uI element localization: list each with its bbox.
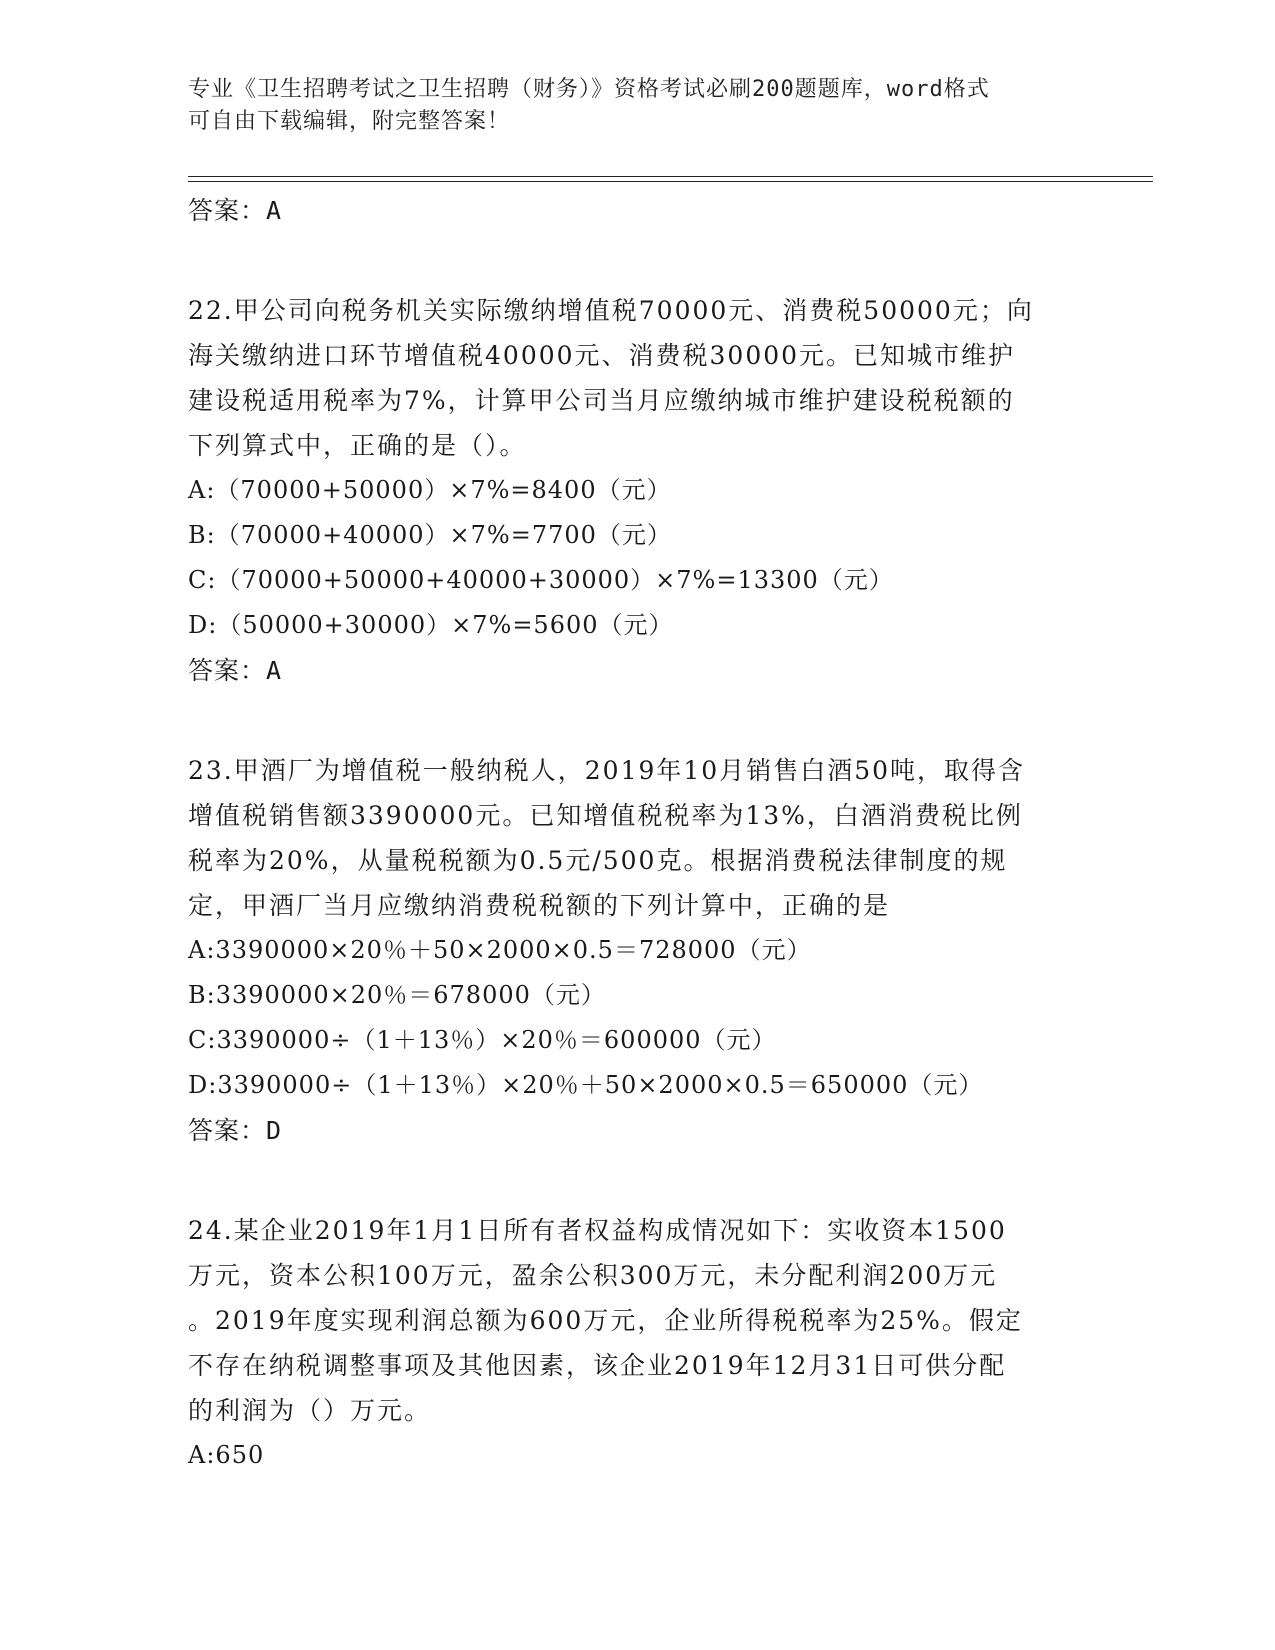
question-text-line: 下列算式中，正确的是（）。: [188, 431, 527, 460]
question-text-line: 增值税销售额3390000元。已知增值税税率为13%，白酒消费税比例: [188, 801, 1023, 830]
option-a: A:3390000×20％＋50×2000×0.5＝728000（元）: [188, 936, 812, 964]
question-text-line: 建设税适用税率为7%，计算甲公司当月应缴纳城市维护建设税税额的: [188, 386, 1015, 415]
question-text-line: 税率为20%，从量税税额为0.5元/500克。根据消费税法律制度的规: [188, 846, 1008, 875]
header-rule-top: [188, 176, 1153, 177]
option-a: A:650: [188, 1441, 265, 1469]
question-text-line: 定，甲酒厂当月应缴纳消费税税额的下列计算中，正确的是: [188, 891, 891, 920]
page-header: [188, 74, 1088, 138]
question-text-line: 。2019年度实现利润总额为600万元，企业所得税税率为25%。假定: [188, 1306, 1023, 1335]
question-23: [188, 748, 1088, 1154]
header-line-1: 专业《卫生招聘考试之卫生招聘（财务）》资格考试必刷200题题库，word格式: [188, 77, 990, 102]
question-text-line: 海关缴纳进口环节增值税40000元、消费税30000元。已知城市维护: [188, 341, 1016, 370]
question-text-line: 万元，资本公积100万元，盈余公积300万元，未分配利润200万元: [188, 1261, 998, 1290]
question-text-line: 的利润为（）万元。: [188, 1396, 432, 1425]
question-24: [188, 1208, 1088, 1478]
question-text-line: 22.甲公司向税务机关实际缴纳增值税70000元、消费税50000元；向: [188, 296, 1034, 325]
question-text-line: 24.某企业2019年1月1日所有者权益构成情况如下：实收资本1500: [188, 1216, 1007, 1245]
question-text-line: 不存在纳税调整事项及其他因素，该企业2019年12月31日可供分配: [188, 1351, 1007, 1380]
header-rule-bottom: [188, 181, 1153, 182]
option-b: B:（70000+40000）×7%=7700（元）: [188, 521, 672, 549]
header-line-2: 可自由下载编辑，附完整答案！: [188, 109, 511, 134]
answer-22: 答案：A: [188, 656, 283, 685]
question-22: [188, 288, 1088, 694]
option-d: D:3390000÷（1＋13％）×20％＋50×2000×0.5＝650000（元）: [188, 1071, 984, 1099]
answer-previous: 答案：A: [188, 196, 283, 225]
document-body: [188, 188, 1088, 1478]
option-b: B:3390000×20％＝678000（元）: [188, 981, 606, 1009]
option-c: C:（70000+50000+40000+30000）×7%=13300（元）: [188, 566, 894, 594]
option-a: A:（70000+50000）×7%=8400（元）: [188, 476, 672, 504]
answer-23: 答案：D: [188, 1116, 283, 1145]
option-c: C:3390000÷（1＋13％）×20％＝600000（元）: [188, 1026, 777, 1054]
question-text-line: 23.甲酒厂为增值税一般纳税人，2019年10月销售白酒50吨，取得含: [188, 756, 1026, 785]
option-d: D:（50000+30000）×7%=5600（元）: [188, 611, 674, 639]
